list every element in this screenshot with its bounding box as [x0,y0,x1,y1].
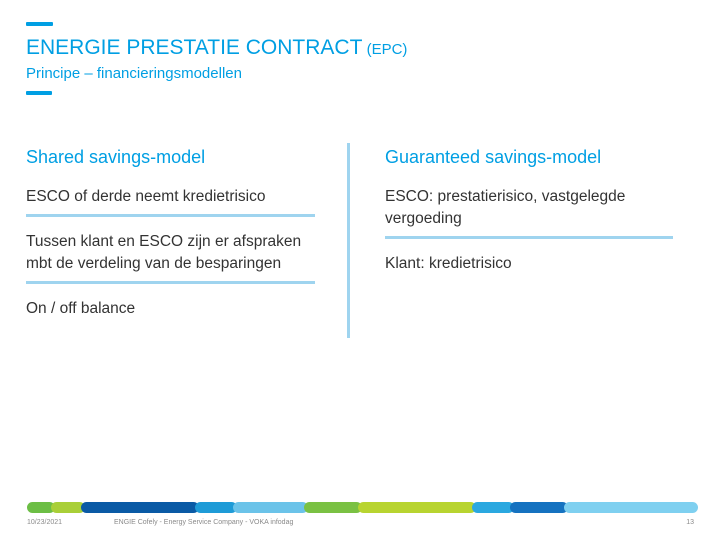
footer-band-segment [510,502,568,513]
guaranteed-savings-heading: Guaranteed savings-model [385,147,602,167]
slide-subtitle: Principe – financieringsmodellen [26,65,242,82]
slide-title: ENERGIE PRESTATIE CONTRACT (EPC) [26,36,408,59]
separator-line [26,281,315,284]
shared-savings-column [26,146,316,320]
footer-band-segment [472,502,514,513]
shared-savings-item-3: On / off balance [26,300,136,317]
footer-date: 10/23/2021 [27,519,63,526]
guaranteed-savings-item-2: Klant: kredietrisico [385,255,512,272]
footer-band-segment [195,502,237,513]
shared-savings-heading: Shared savings-model [26,147,206,167]
title-accent-bar [26,22,53,26]
footer-band-segment [51,502,85,513]
shared-savings-item-2: Tussen klant en ESCO zijn er afspraken mbt de verdeling van de besparingen [26,233,302,272]
footer-band-segment [358,502,476,513]
footer-band-segment [233,502,308,513]
page-number: 13 [686,519,694,526]
footer-color-band [27,502,694,513]
footer-band-segment [304,502,362,513]
separator-line [385,236,673,239]
shared-savings-item-1: ESCO of derde neemt kredietrisico [26,188,266,205]
guaranteed-savings-item-1: ESCO: prestatierisico, vastgelegde vergoeding [385,188,626,227]
footer-band-segment [81,502,199,513]
footer-band-segment [564,502,698,513]
guaranteed-savings-column [385,146,675,275]
footer-caption: ENGIE Cofely - Energy Service Company - VOKA infodag [114,519,294,526]
column-divider [347,143,350,338]
separator-line [26,214,315,217]
subtitle-accent-bar [26,91,52,95]
